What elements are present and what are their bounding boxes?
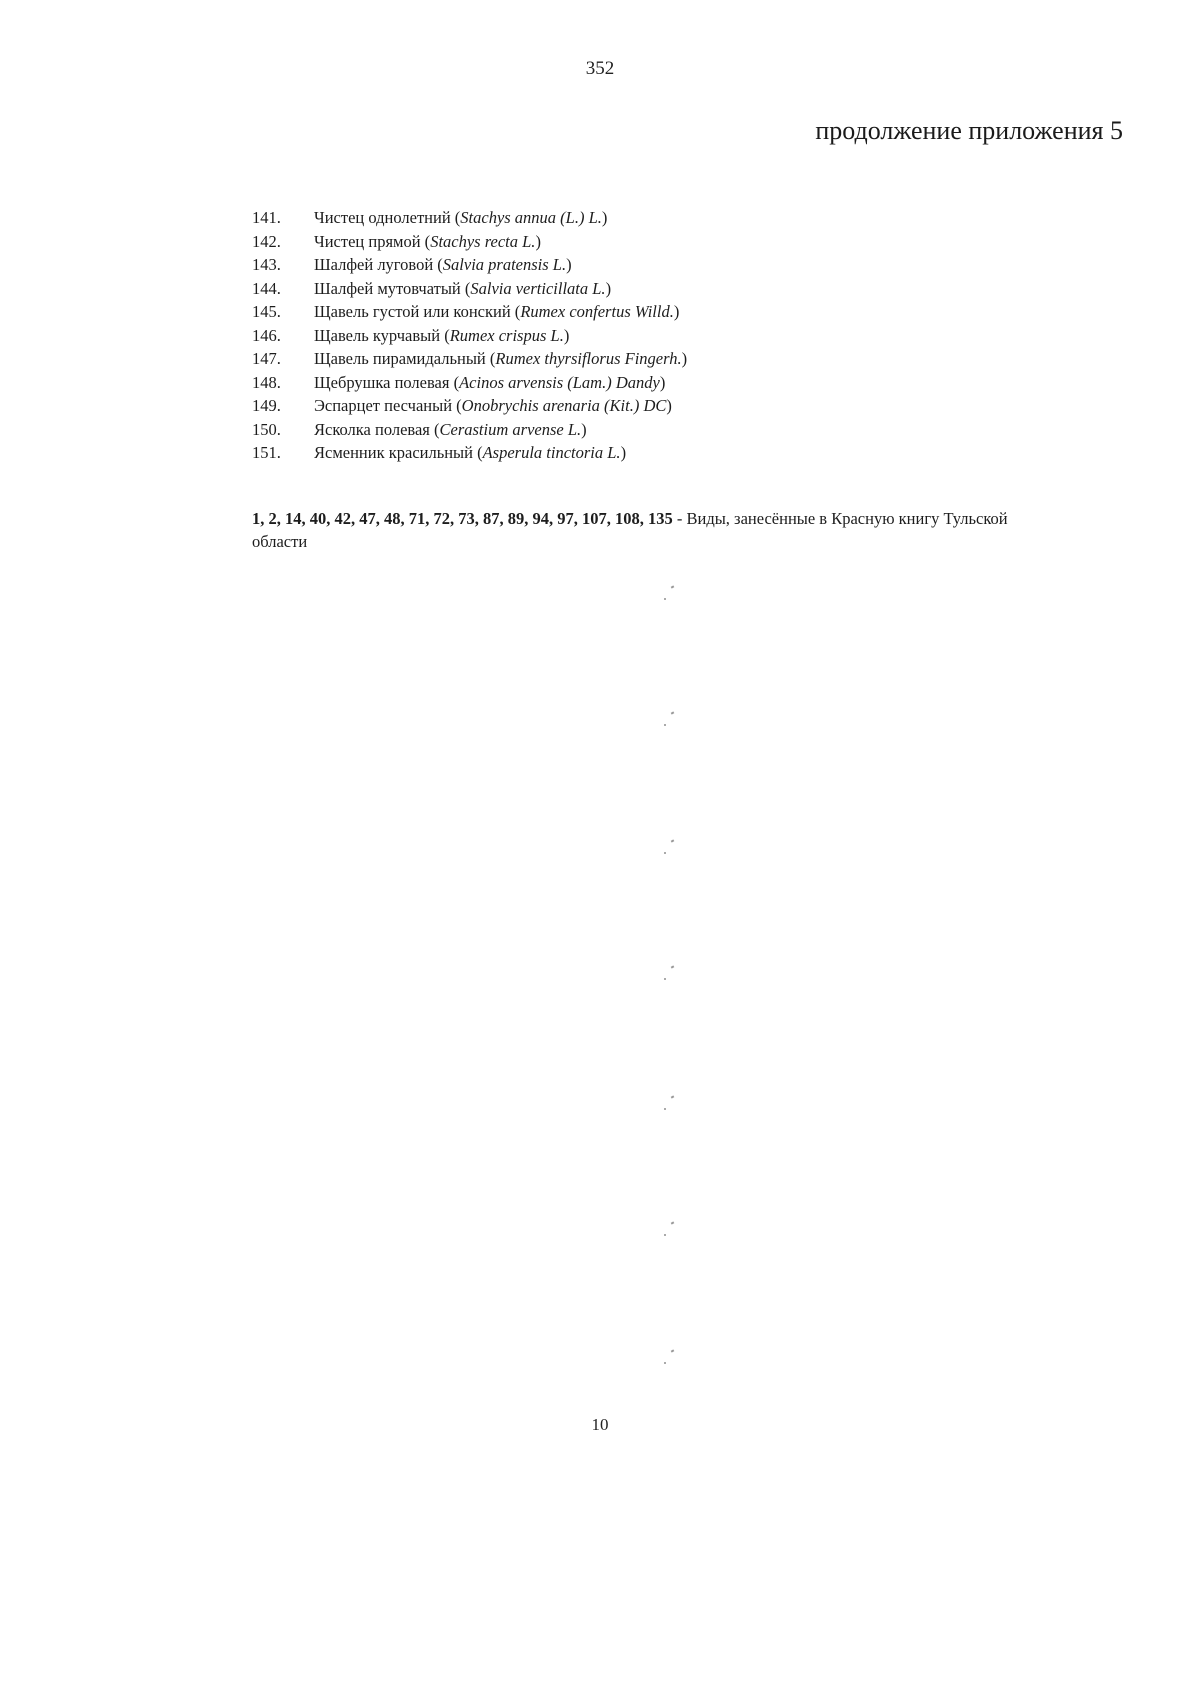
species-number: 142. xyxy=(252,231,281,251)
scan-speck xyxy=(664,966,674,980)
species-common-name: Чистец прямой ( xyxy=(314,231,431,251)
species-latin-name: Rumex thyrsiflorus Fingerh. xyxy=(495,349,682,368)
species-close-paren: ) xyxy=(620,443,627,462)
species-number: 141. xyxy=(252,208,281,227)
page-number-bottom: 10 xyxy=(591,1415,609,1434)
species-item xyxy=(252,277,687,301)
species-number: 147. xyxy=(252,349,281,368)
species-latin-name: Rumex confertus Willd. xyxy=(520,302,674,321)
species-common-name: Щавель густой или конский ( xyxy=(314,302,521,321)
species-common-name: Эспарцет песчаный ( xyxy=(314,396,462,415)
species-common-name: Ясменник красильный ( xyxy=(314,443,483,462)
appendix-continuation-label: продолжение приложения 5 xyxy=(815,116,1123,145)
scan-speck xyxy=(664,1350,674,1364)
species-common-name: Щебрушка полевая ( xyxy=(314,372,460,392)
species-common-name: Ясколка полевая ( xyxy=(314,419,440,439)
species-common-name: Шалфей луговой ( xyxy=(314,255,443,274)
species-common-name: Щавель пирамидальный ( xyxy=(314,349,496,368)
scan-speck xyxy=(664,1222,674,1236)
species-close-paren: ) xyxy=(601,208,608,227)
red-book-note-text: - Виды, занесённые в Красную книгу Тульской области xyxy=(252,508,1008,551)
species-close-paren: ) xyxy=(563,325,570,345)
species-latin-name: Rumex crispus L. xyxy=(449,325,564,345)
species-latin-name: Cerastium arvense L. xyxy=(439,419,582,439)
species-item xyxy=(252,253,687,277)
species-close-paren: ) xyxy=(581,419,587,439)
scan-speck xyxy=(664,840,674,854)
species-item xyxy=(252,347,687,371)
species-number: 150. xyxy=(252,419,281,439)
species-latin-name: Stachys recta L. xyxy=(430,231,536,251)
species-number: 144. xyxy=(252,278,281,298)
species-item xyxy=(252,324,687,348)
red-book-species-numbers: 1, 2, 14, 40, 42, 47, 48, 71, 72, 73, 87, 89, 94, 97, 107, 108, 135 xyxy=(252,508,673,528)
species-latin-name: Stachys annua (L.) L. xyxy=(460,208,602,227)
species-common-name: Шалфей мутовчатый ( xyxy=(314,278,471,298)
scan-speck xyxy=(664,586,674,600)
species-latin-name: Salvia pratensis L. xyxy=(442,255,567,274)
species-latin-name: Salvia verticillata L. xyxy=(470,278,606,298)
species-number: 145. xyxy=(252,302,281,321)
scan-speck xyxy=(664,1096,674,1110)
page-number-top: 352 xyxy=(585,58,615,79)
species-number: 146. xyxy=(252,325,281,345)
species-number: 151. xyxy=(252,443,281,462)
species-number: 143. xyxy=(252,255,281,274)
species-latin-name: Acinos arvensis (Lam.) Dandy xyxy=(459,372,660,392)
species-close-paren: ) xyxy=(566,255,572,274)
species-number: 148. xyxy=(252,372,281,392)
species-close-paren: ) xyxy=(673,302,680,321)
species-close-paren: ) xyxy=(659,372,666,392)
species-item xyxy=(252,371,687,395)
species-close-paren: ) xyxy=(605,278,612,298)
species-item xyxy=(252,441,687,465)
species-item xyxy=(252,394,687,418)
species-common-name: Чистец однолетний ( xyxy=(314,208,461,227)
species-list xyxy=(252,206,687,465)
species-number: 149. xyxy=(252,396,281,415)
species-close-paren: ) xyxy=(666,396,672,415)
species-close-paren: ) xyxy=(535,231,541,251)
species-item xyxy=(252,418,687,442)
species-common-name: Щавель курчавый ( xyxy=(314,325,450,345)
species-close-paren: ) xyxy=(681,349,688,368)
species-item xyxy=(252,230,687,254)
scan-speck xyxy=(664,712,674,726)
species-item xyxy=(252,206,687,230)
species-item xyxy=(252,300,687,324)
species-latin-name: Onobrychis arenaria (Kit.) DC xyxy=(461,396,667,415)
species-latin-name: Asperula tinctoria L. xyxy=(482,443,621,462)
red-book-note xyxy=(252,507,1052,553)
